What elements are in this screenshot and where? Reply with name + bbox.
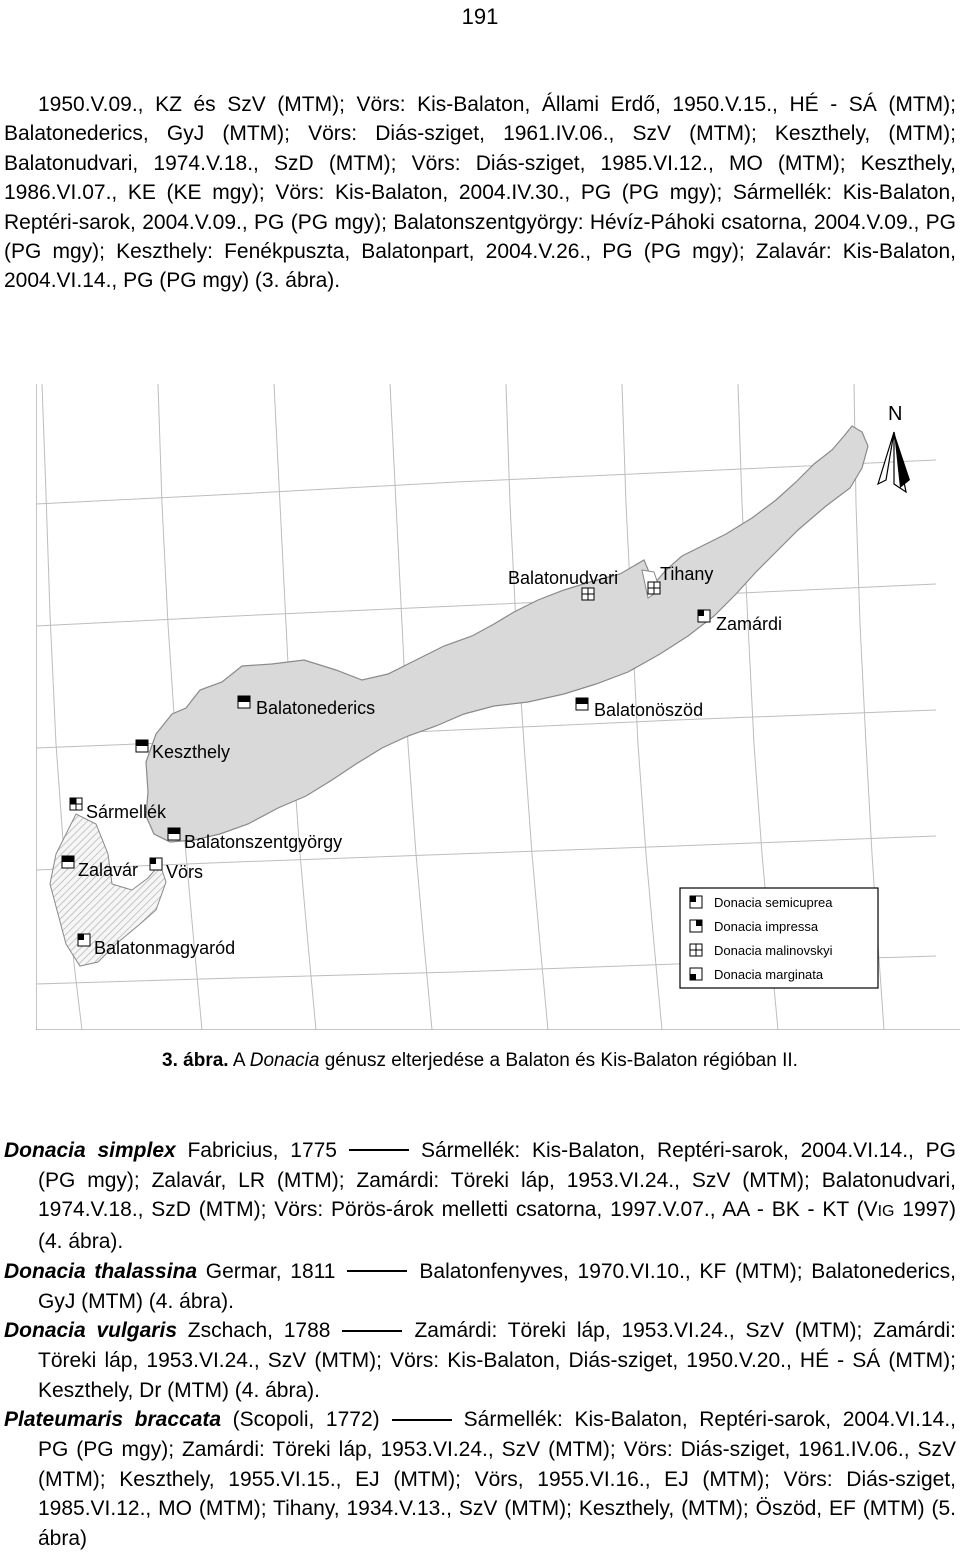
em-dash — [342, 1330, 402, 1332]
site-balatonszentgyorgy — [168, 828, 342, 852]
svg-text:Zalavár: Zalavár — [78, 860, 139, 880]
species-records: Balatonfenyves, 1970.VI.10., KF (MTM); Balatonederics, GyJ (MTM) (4. ábra). — [38, 1259, 956, 1313]
em-dash — [392, 1419, 452, 1421]
svg-text:Donacia marginata: Donacia marginata — [714, 967, 824, 982]
em-dash — [349, 1149, 409, 1151]
lake-balaton — [146, 426, 868, 842]
svg-text:Balatonöszöd: Balatonöszöd — [594, 700, 704, 720]
svg-text:Zamárdi: Zamárdi — [716, 614, 783, 634]
species-list — [4, 1136, 956, 1554]
species-name: Donacia simplex — [4, 1139, 176, 1162]
species-name: Plateumaris braccata — [4, 1408, 222, 1432]
svg-text:Donacia semicuprea: Donacia semicuprea — [714, 895, 833, 910]
svg-text:Donacia malinovskyi: Donacia malinovskyi — [714, 943, 833, 958]
species-author: Zschach, 1788 — [187, 1319, 331, 1343]
svg-text:Balatonudvari: Balatonudvari — [508, 568, 619, 588]
species-records: Zamárdi: Töreki láp, 1953.VI.24., SzV (MTM); Zamárdi: Töreki láp, 1953.VI.24., SzV (MTM); Vörs: Kis-Balaton, Diás-sziget, 1950.V.20., HÉ - SÁ (MTM); Keszthely, Dr (MTM) (4. ábra). — [38, 1319, 956, 1402]
north-label: N — [888, 403, 903, 425]
species-author: Germar, 1811 — [205, 1259, 336, 1283]
species-entry — [4, 1257, 956, 1316]
species-entry — [4, 1316, 956, 1405]
svg-text:Donacia impressa: Donacia impressa — [714, 919, 819, 934]
svg-text:Keszthely: Keszthely — [152, 742, 231, 762]
species-author: (Scopoli, 1772) — [232, 1408, 380, 1432]
svg-text:Vörs: Vörs — [166, 862, 204, 882]
svg-text:Balatonmagyaród: Balatonmagyaród — [94, 938, 236, 958]
em-dash — [347, 1270, 407, 1272]
site-balatonederics — [238, 696, 375, 718]
species-entry — [4, 1405, 956, 1554]
top-paragraph: 1950.V.09., KZ és SzV (MTM); Vörs: Kis-Balaton, Állami Erdő, 1950.V.15., HÉ - SÁ (MTM); Balatonederics, GyJ (MTM); Vörs: Diás-sziget, 1961.IV.06., SzV (MTM); Keszthely, (MTM); Balatonudvari, 1974.V.18., SzD (MTM); Vörs: Diás-sziget, 1985.VI.12., MO (MTM); Keszthely, 1986.VI.07., KE (KE mgy); Vörs: Kis-Balaton, 2004.IV.30., PG (PG mgy); Sármellék: Kis-Balaton, Reptéri-sarok, 2004.V.09., PG (PG mgy); Balatonszentgyörgy: Hévíz-Páhoki csatorna, 2004.V.09., PG (PG mgy); Keszthely: Fenékpuszta, Balatonpart, 2004.V.26., PG (PG mgy); Zalavár: Kis-Balaton, 2004.VI.14., PG (PG mgy) (3. ábra). — [4, 93, 956, 293]
svg-text:Tihany: Tihany — [660, 564, 714, 584]
svg-text:Balatonszentgyörgy: Balatonszentgyörgy — [184, 832, 343, 852]
svg-text:Balatonederics: Balatonederics — [256, 698, 376, 718]
species-entry — [4, 1136, 956, 1257]
page-number: 191 — [461, 4, 499, 29]
map-legend — [680, 888, 878, 988]
map-svg — [36, 384, 960, 1030]
species-author: Fabricius, 1775 — [187, 1139, 337, 1162]
species-records: Sármellék: Kis-Balaton, Reptéri-sarok, 2004.VI.14., PG (PG mgy); Zamárdi: Töreki láp, 1953.VI.24., SzV (MTM); Vörs: Diás-sziget, 1961.IV.06., SzV (MTM); Keszthely, 1955.VI.15., EJ (MTM); Vörs, 1955.VI.16., EJ (MTM); Vörs: Diás-sziget, 1985.VI.12., MO (MTM); Tihany, 1934.V.13., SzV (MTM); Keszthely, (MTM); Öszöd, EF (MTM) (5. ábra) — [38, 1408, 956, 1551]
species-records-smallcaps: IG — [877, 1203, 895, 1221]
caption-label: 3. ábra. — [162, 1050, 229, 1071]
caption-genus: Donacia — [249, 1050, 320, 1071]
caption-post: génusz elterjedése a Balaton és Kis-Balaton régióban II. — [319, 1050, 798, 1071]
caption-pre: A — [232, 1050, 250, 1071]
svg-text:Sármellék: Sármellék — [86, 802, 167, 822]
species-name: Donacia vulgaris — [4, 1319, 177, 1343]
figure-caption — [0, 1050, 960, 1072]
distribution-map — [36, 384, 960, 1030]
site-balatonoszod — [576, 698, 703, 720]
site-balatonmagyarod — [78, 934, 235, 958]
species-name: Donacia thalassina — [4, 1259, 198, 1283]
species-records: Sármellék: Kis-Balaton, Reptéri-sarok, 2004.VI.14., PG (PG mgy); Zalavár, LR (MTM); Zamárdi: Töreki láp, 1953.VI.24., SzV (MTM); Balatonudvari, 1974.V.18., SzD (MTM); Vörs: Pörös-árok melletti csatorna, 1997.V.07., AA - BK - KT (V — [38, 1139, 957, 1222]
species-records-end: 1997) (4. ábra). — [38, 1198, 957, 1254]
